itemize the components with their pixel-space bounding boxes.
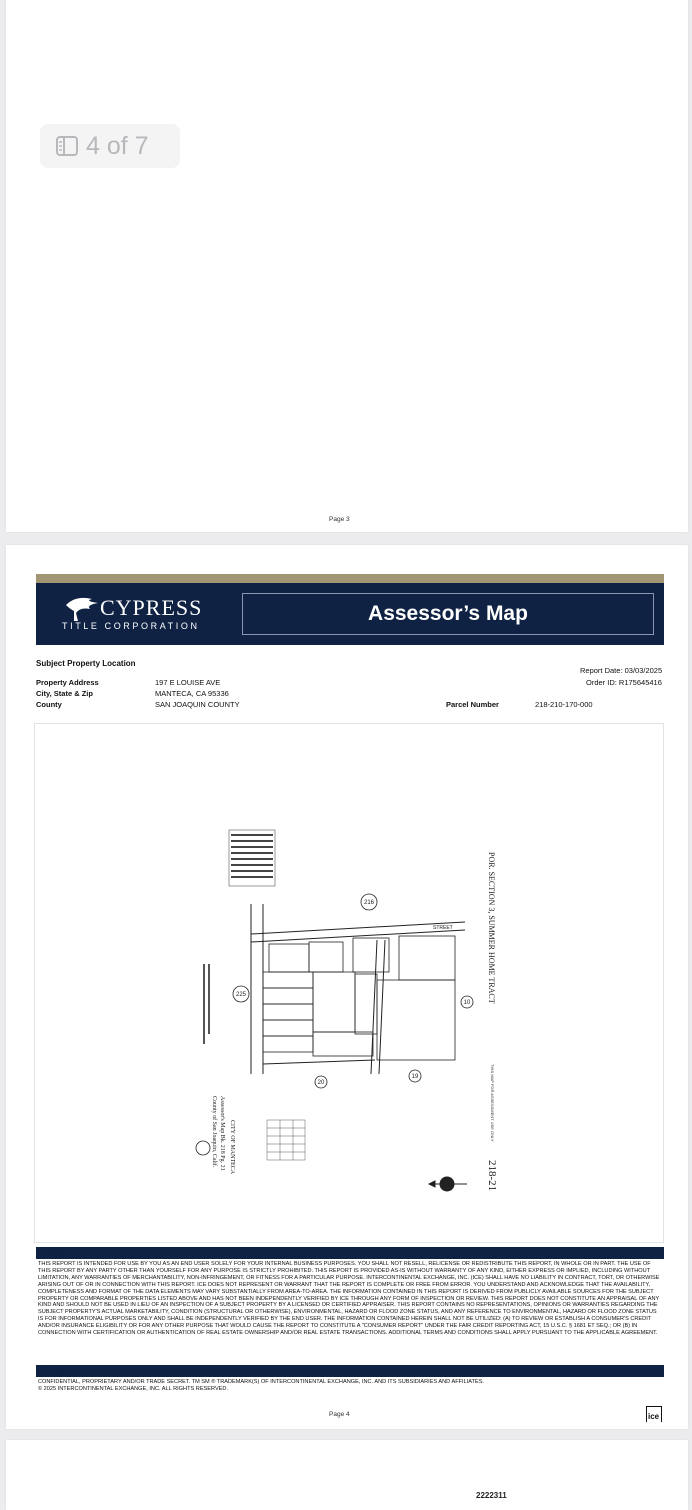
cypress-tree-icon: [62, 595, 102, 623]
company-name: CYPRESS: [100, 595, 203, 620]
company-logo: [62, 595, 222, 635]
assessor-note: Assessor's Map Bk. 218 Pg. 21: [219, 1096, 225, 1171]
sidebar-icon: [56, 136, 78, 156]
page-5: [6, 1440, 688, 1510]
assessor-map: [34, 723, 664, 1243]
copyright-heading: Copyright: [36, 1365, 664, 1377]
circle-label: 216: [363, 900, 375, 906]
parcel-label: Parcel Number: [446, 700, 499, 709]
circle-label: 10: [463, 1000, 471, 1006]
report-title: Assessor’s Map: [242, 593, 654, 635]
copyright-line-1: CONFIDENTIAL, PROPRIETARY AND/OR TRADE SECRET. TM SM ® TRADEMARK(S) OF INTERCONTINENTAL EXCHANGE, INC. AND ITS SUBSIDIARIES AND AFFILIATES.: [38, 1379, 484, 1385]
usage-note: THIS MAP FOR ASSESSMENT USE ONLY: [490, 1064, 495, 1142]
page-counter: [40, 124, 180, 168]
report-date: Report Date: 03/03/2025: [580, 666, 663, 675]
page-number: Page 4: [329, 1411, 350, 1418]
book-page-number: 218-21: [486, 1160, 498, 1192]
parcel-map-drawing: [35, 724, 665, 1244]
page-number: Page 3: [329, 516, 350, 523]
copyright-line-2: © 2025 INTERCONTINENTAL EXCHANGE, INC. ALL RIGHTS RESERVED.: [38, 1386, 229, 1392]
county-note: County of San Joaquin, Calif.: [211, 1096, 217, 1168]
header-gold-bar: [36, 574, 664, 583]
circle-label: 225: [235, 992, 247, 998]
north-arrow-icon: [429, 1177, 467, 1191]
disclaimer-text: THIS REPORT IS INTENDED FOR USE BY YOU AS AN END USER SOLELY FOR YOUR INTERNAL BUSINESS PURPOSES. YOU SHALL NOT RESELL, RELICENSE OR REDISTRIBUTE THIS REPORT, IN WHOLE OR IN PART. THE USE OF THIS REPORT BY ANY PARTY OTHER THAN YOURSELF FOR ANY PURPOSE IS STRICTLY PROHIBITED. THIS REPORT IS PROVIDED AS-IS WITHOUT WARRANTY OF ANY KIND, EITHER EXPRESS OR IMPLIED, INCLUDING WITHOUT LIMITATION, ANY WARRANTIES OF MERCHANTABILITY, NON-INFRINGEMENT, OR FITNESS FOR A PARTICULAR PURPOSE. INTERCONTINENTAL EXCHANGE, INC. (ICE) SHALL HAVE NO LIABILITY IN CONTRACT, TORT, OR OTHERWISE ARISING OUT OF OR IN CONNECTION WITH THIS REPORT. ICE DOES NOT REPRESENT OR WARRANT THAT THE REPORT IS COMPLETE OR FREE FROM ERROR. YOU UNDERSTAND AND ACKNOWLEDGE THAT THE AVAILABILITY, COMPLETENESS AND FORMAT OF THE DATA ELEMENTS MAY VARY SUBSTANTIALLY FROM AREA-TO-AREA. THE INFORMATION CONTAINED IN THIS REPORT IS DERIVED FROM PUBLICLY AVAILABLE SOURCES FOR THE SUBJECT PROPERTY OR COMPARABLE PROPERTIES LISTED ABOVE AND HAS NOT BEEN INDEPENDENTLY VERIFIED BY ICE THROUGH ANY FORM OF INSPECTION OR REVIEW. THIS REPORT DOES NOT CONSTITUTE AN APPRAISAL OF ANY KIND AND SHOULD NOT BE USED IN LIEU OF AN INSPECTION OF A SUBJECT PROPERTY BY A LICENSED OR CERTIFIED APPRAISER. THIS REPORT CONTAINS NO REPRESENTATIONS, OPINIONS OR WARRANTIES REGARDING THE SUBJECT PROPERTY'S ACTUAL MARKETABILITY, CONDITION (STRUCTURAL OR OTHERWISE), ENVIRONMENTAL, HAZARD OR FLOOD ZONE STATUS, AND ANY REFERENCE TO ENVIRONMENTAL, HAZARD OR FLOOD ZONE STATUS IS FOR INFORMATIONAL PURPOSES ONLY AND SHALL BE INDEPENDENTLY VERIFIED BY THE END USER. THE INFORMATION CONTAINED HEREIN SHALL NOT BE UTILIZED: (A) TO REVIEW OR ESTABLISH A CONSUMER'S CREDIT AND/OR INSURANCE ELIGIBILITY OR FOR ANY OTHER PURPOSE THAT WOULD CAUSE THE REPORT TO CONSTITUTE A "CONSUMER REPORT" UNDER THE FAIR CREDIT REPORTING ACT, 15 U.S.C. § 1681 ET SEQ.; OR (B) IN CONNECTION WITH CERTIFICATION OR AUTHENTICATION OF REAL ESTATE OWNERSHIP AND/OR REAL ESTATE TRANSACTIONS. ADDITIONAL TERMS AND CONDITIONS SHALL APPLY PURSUANT TO THE APPLICABLE AGREEMENT.: [38, 1261, 660, 1337]
order-id: Order ID: R175645416: [586, 678, 662, 687]
city-label: City, State & Zip: [36, 689, 93, 698]
parcel-value: 218-210-170-000: [535, 700, 593, 709]
partial-text: 2222311: [476, 1491, 507, 1500]
header-banner: [36, 583, 664, 645]
page-3: [6, 0, 688, 532]
county-label: County: [36, 700, 62, 709]
city-note: CITY OF MANTECA: [229, 1120, 235, 1175]
page-counter-text: 4 of 7: [86, 131, 149, 160]
address-label: Property Address: [36, 678, 99, 687]
disclaimer-heading: Disclaimer: [36, 1247, 664, 1259]
circle-label: 19: [411, 1074, 419, 1080]
section-title: POR. SECTION 3, SUMMER HOME TRACT: [487, 852, 496, 1004]
city-value: MANTECA, CA 95336: [155, 689, 229, 698]
ice-logo-text: ice: [648, 1412, 660, 1421]
company-subtitle: TITLE CORPORATION: [62, 621, 200, 631]
page-4: [6, 545, 688, 1429]
ice-logo: [646, 1406, 662, 1422]
subject-heading: Subject Property Location: [36, 659, 136, 668]
county-value: SAN JOAQUIN COUNTY: [155, 700, 240, 709]
street-label: STREET: [433, 925, 453, 931]
address-value: 197 E LOUISE AVE: [155, 678, 221, 687]
circle-label: 20: [317, 1080, 325, 1086]
